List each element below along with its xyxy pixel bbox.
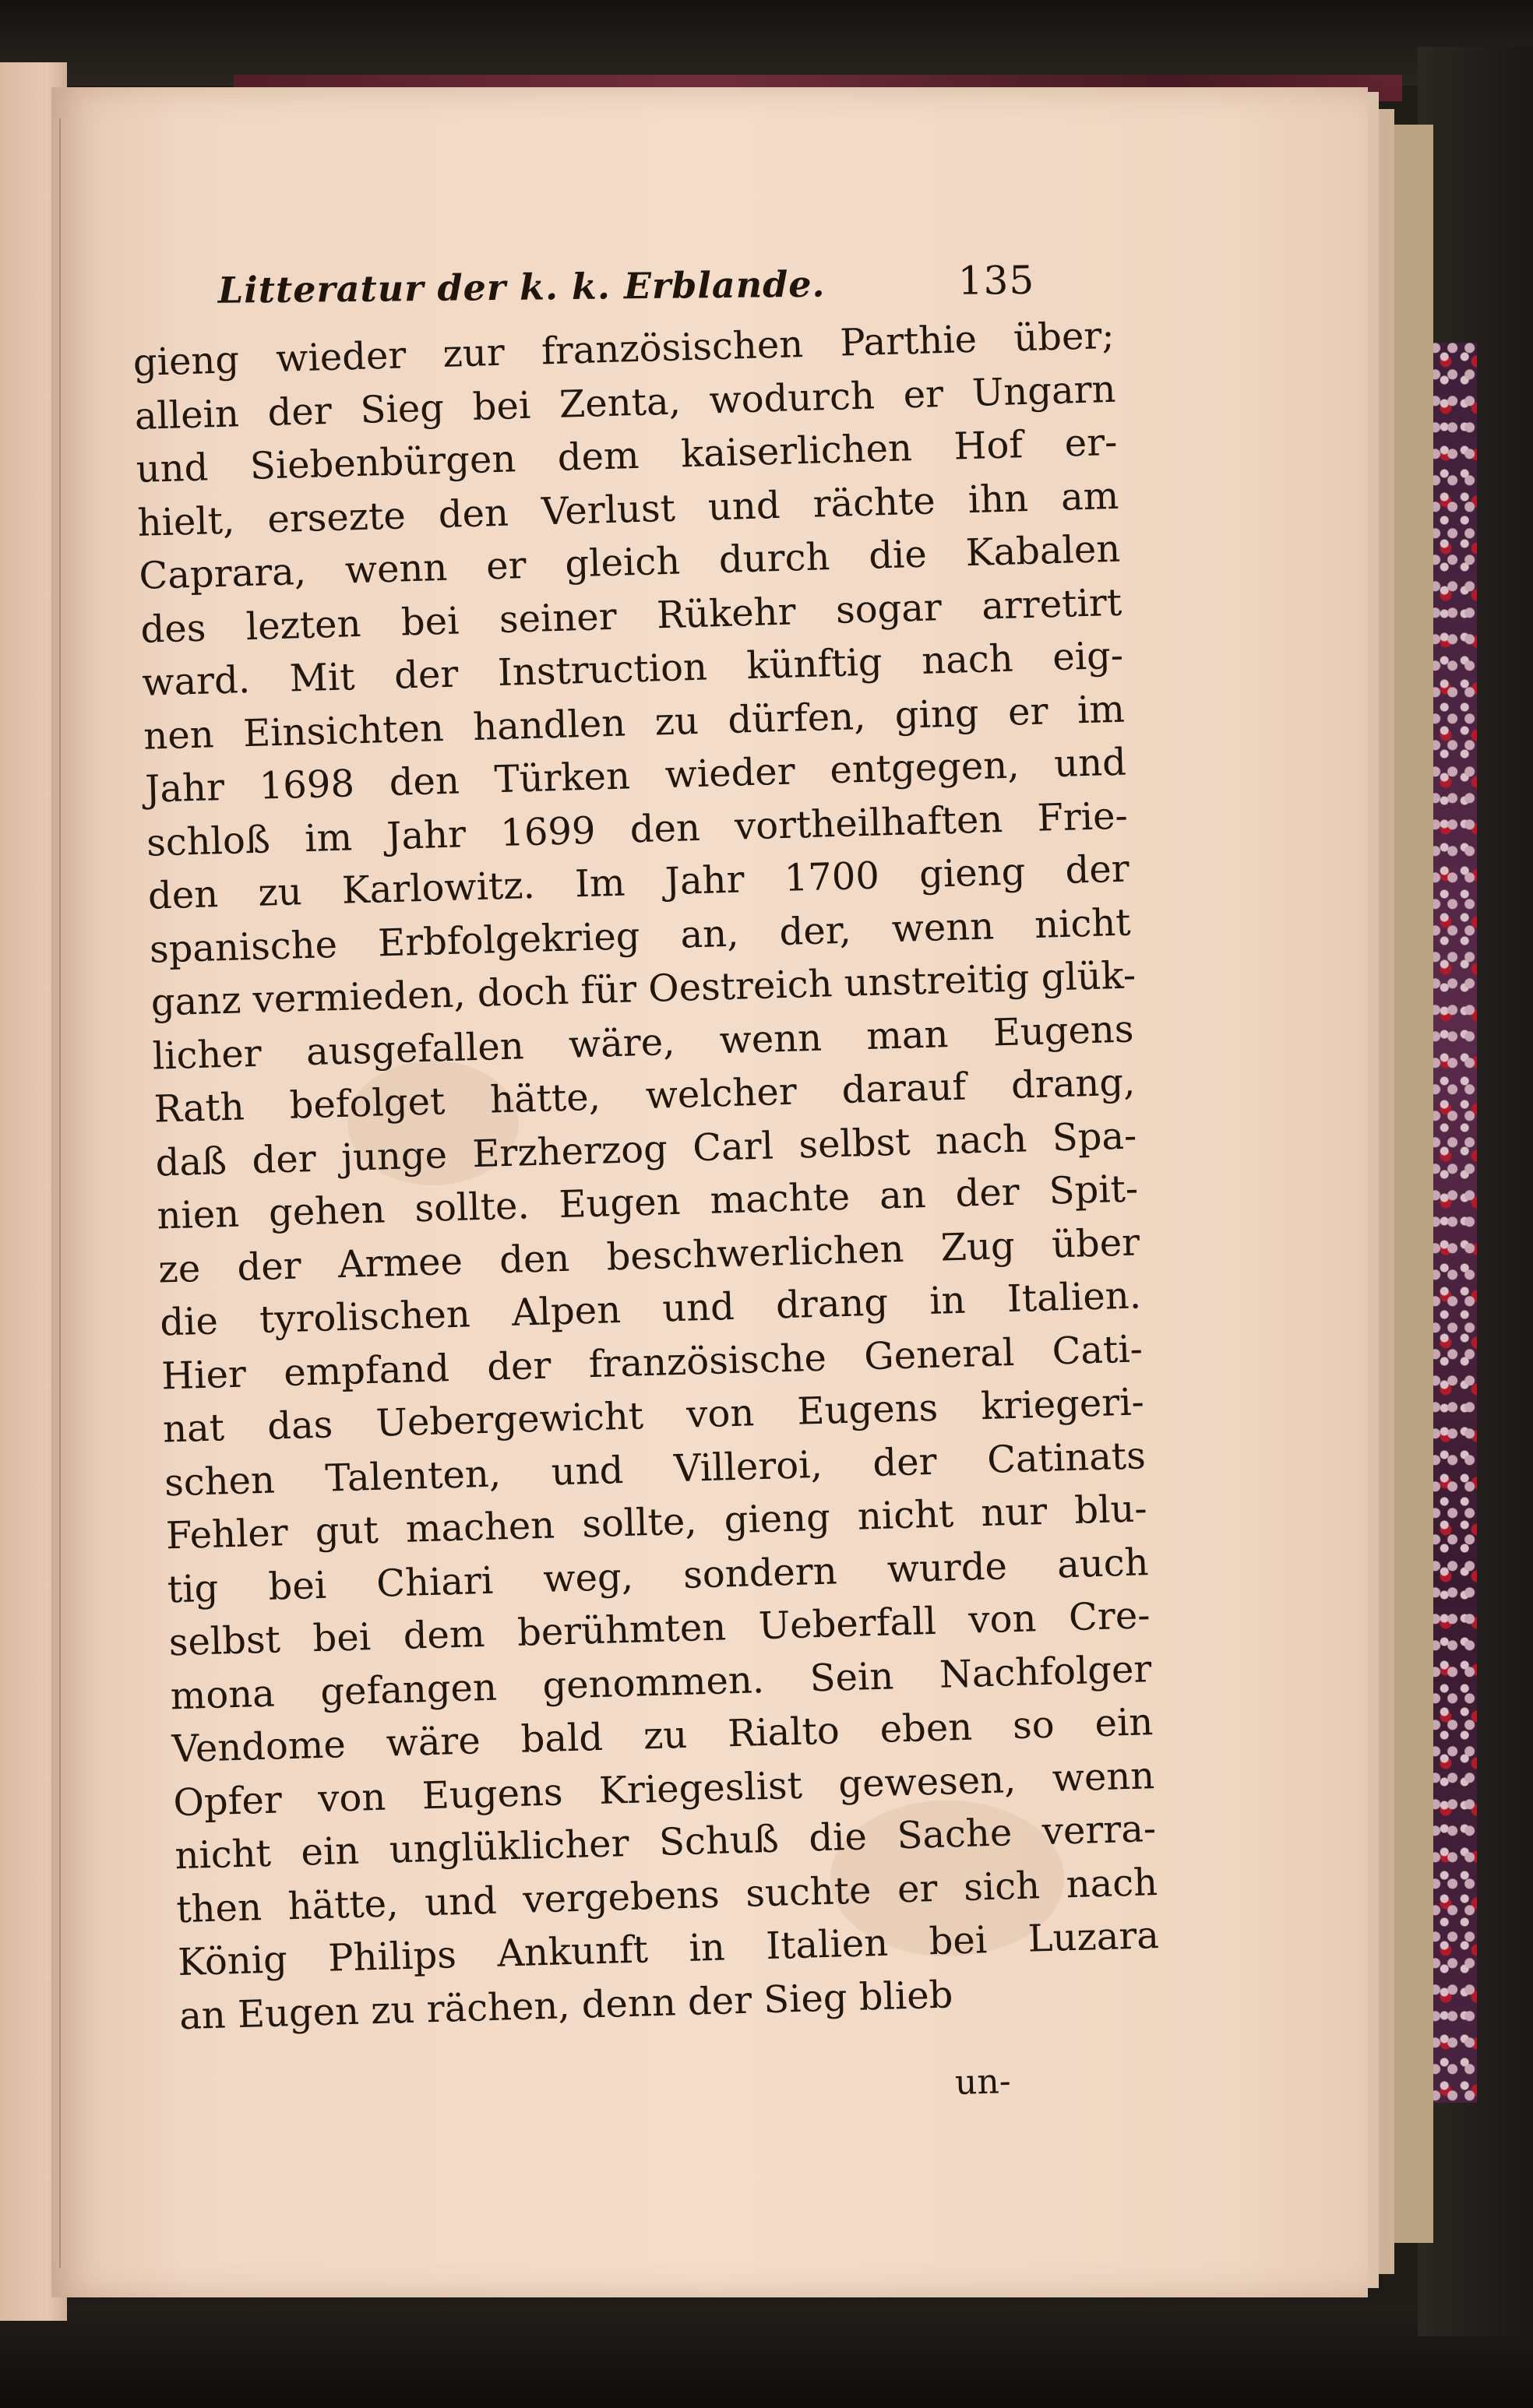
text-line: ganz vermieden, doch für Oestreich unstreitig glük- bbox=[150, 953, 1137, 1025]
catchword: un- bbox=[954, 2061, 1012, 2103]
text-line: an Eugen zu rächen, denn der Sieg blieb bbox=[178, 1972, 954, 2038]
text-line: Fehler gut machen sollte, gieng nicht nur blu- bbox=[165, 1487, 1148, 1558]
text-line: die tyrolischen Alpen und drang in Italien. bbox=[159, 1273, 1142, 1345]
book-cover-top bbox=[0, 0, 1533, 86]
text-line: licher ausgefallen wäre, wenn man Eugens bbox=[152, 1006, 1135, 1079]
text-line: spanische Erbfolgekrieg an, der, wenn nicht bbox=[149, 900, 1132, 972]
text-line: mona gefangen genommen. Sein Nachfolger bbox=[169, 1646, 1153, 1718]
text-line: schen Talenten, und Villeroi, der Catinats bbox=[164, 1433, 1147, 1505]
running-head: Litteratur der k. k. Erblande. bbox=[217, 262, 826, 312]
text-line: allein der Sieg bei Zenta, wodurch er Ungarn bbox=[134, 367, 1117, 438]
text-line: Vendome wäre bald zu Rialto eben so ein bbox=[171, 1700, 1154, 1772]
text-line: Opfer von Eugens Kriegeslist gewesen, wenn bbox=[172, 1753, 1155, 1825]
text-line: selbst bei dem berühmten Ueberfall von Cre- bbox=[168, 1593, 1151, 1665]
book-cover-bottom bbox=[0, 2305, 1533, 2408]
text-line: tig bei Chiari weg, sondern wurde auch bbox=[167, 1540, 1150, 1611]
text-line: schloß im Jahr 1699 den vortheilhaften Frie- bbox=[146, 794, 1129, 865]
text-line: Rath befolget hätte, welcher darauf drang, bbox=[153, 1060, 1137, 1132]
cover-board-edge bbox=[1394, 125, 1433, 2243]
text-line: ze der Armee den beschwerlichen Zug über bbox=[157, 1220, 1140, 1292]
body-text bbox=[132, 309, 1161, 2043]
text-line: gieng wieder zur französischen Parthie über; bbox=[132, 313, 1115, 385]
text-line: ward. Mit der Instruction künftig nach eig- bbox=[141, 633, 1124, 705]
page-number: 135 bbox=[957, 257, 1035, 304]
gutter-fold bbox=[59, 118, 61, 2268]
text-line: Hier empfand der französische General Cati- bbox=[160, 1326, 1144, 1398]
text-line: daß der junge Erzherzog Carl selbst nach Spa- bbox=[154, 1113, 1137, 1185]
text-line: hielt, ersezte den Verlust und rächte ihn am bbox=[136, 474, 1119, 545]
text-line: nicht ein unglüklicher Schuß die Sache verra- bbox=[174, 1807, 1157, 1878]
text-line: des lezten bei seiner Rükehr sogar arretirt bbox=[139, 580, 1122, 652]
marbled-endpaper bbox=[1430, 343, 1477, 2103]
text-line: Jahr 1698 den Türken wieder entgegen, und bbox=[144, 740, 1127, 811]
text-line: König Philips Ankunft in Italien bei Luzara bbox=[177, 1913, 1160, 1985]
text-line: Caprara, wenn er gleich durch die Kabalen bbox=[138, 526, 1121, 598]
text-line: nen Einsichten handlen zu dürfen, ging er im bbox=[143, 687, 1126, 759]
text-line: then hätte, und vergebens suchte er sich nach bbox=[175, 1860, 1158, 1931]
text-line: den zu Karlowitz. Im Jahr 1700 gieng der bbox=[147, 847, 1130, 918]
text-line: nien gehen sollte. Eugen machte an der Spit- bbox=[156, 1167, 1139, 1238]
text-line: nat das Uebergewicht von Eugens kriegeri- bbox=[162, 1380, 1145, 1452]
text-line: und Siebenbürgen dem kaiserlichen Hof er- bbox=[135, 420, 1119, 491]
